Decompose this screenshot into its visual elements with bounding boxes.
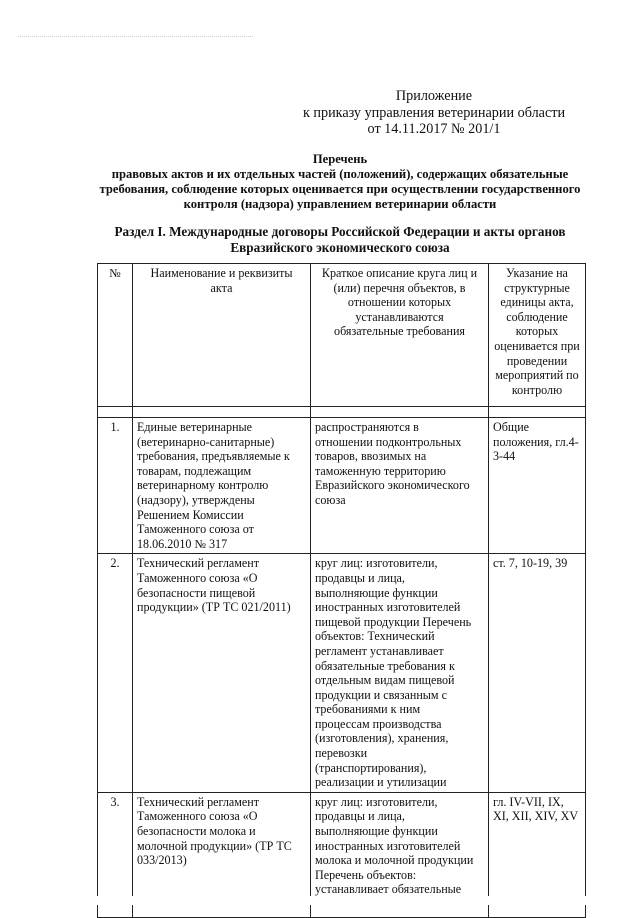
section-title-line-2: Евразийского экономического союза: [230, 239, 450, 255]
header-num: [98, 264, 133, 407]
row-num: 2.: [98, 554, 133, 793]
section-title: [95, 224, 585, 255]
list-title-line-1: Перечень: [312, 152, 368, 166]
header-description-text: Краткое описание круга лиц и (или) перечня объектов, в отношении которых устанавливаются обязательные требования: [321, 266, 478, 339]
list-title-line-2: правовых актов и их отдельных частей (положений), содержащих обязательные: [111, 167, 569, 181]
list-title-line-4: контроля (надзора) управлением ветеринарии области: [183, 197, 497, 211]
header-reference-text: Указание на структурные единицы акта, соблюдение которых оценивается при проведении мероприятий по контролю: [494, 266, 580, 397]
row-act-name: Технический регламент Таможенного союза «О безопасности пищевой продукции» (ТР ТС 021/2011): [133, 554, 311, 793]
row-reference: гл. IV-VII, IX, XI, XII, XIV, XV: [489, 792, 586, 917]
row-reference: Общие положения, гл.4- 3-44: [489, 418, 586, 554]
row-act-name: Единые ветеринарные (ветеринарно-санитарные) требования, предъявляемые к товарам, подлежащим ветеринарному контролю (надзору), утверждены Решением Комиссии Таможенного союза от 18.06.2010 № 317: [133, 418, 311, 554]
list-title: [80, 152, 600, 212]
row-description: круг лиц: изготовители, продавцы и лица, выполняющие функции иностранных изготовителей молока и молочной продукции Перечень объектов: устанавливает обязательные: [311, 792, 489, 917]
row-description: распространяются в отношении подконтрольных товаров, ввозимых на таможенную территорию Евразийского экономического союза: [311, 418, 489, 554]
row-description: круг лиц: изготовители, продавцы и лица, выполняющие функции иностранных изготовителей пищевой продукции Перечень объектов: Технический регламент устанавливает обязательные требования к отдельным видам пищевой продукции и связанным с требованиями к ним процессам производства (изготовления), хранения, перевозки (транспортирования), реализации и утилизации: [311, 554, 489, 793]
table-spacer-row: [98, 407, 586, 418]
row-num: 1.: [98, 418, 133, 554]
table-row: [98, 418, 586, 554]
appendix-line-2: к приказу управления ветеринарии области: [302, 104, 566, 121]
header-num-text: №: [109, 266, 121, 280]
list-title-line-3: требования, соблюдение которых оценивается при осуществлении государственного: [99, 182, 581, 196]
header-name: [133, 264, 311, 407]
table-header-row: [98, 264, 586, 407]
row-act-name: Технический регламент Таможенного союза «О безопасности молока и молочной продукции» (ТР ТС 033/2013): [133, 792, 311, 917]
appendix-line-3: от 14.11.2017 № 201/1: [367, 121, 501, 137]
scan-artifact: [18, 36, 253, 39]
row-num: 3.: [98, 792, 133, 917]
header-reference: [489, 264, 586, 407]
header-description: [311, 264, 489, 407]
row-reference: ст. 7, 10-19, 39: [489, 554, 586, 793]
acts-table: [97, 263, 586, 918]
section-title-line-1: Раздел I. Международные договоры Российской Федерации и акты органов: [114, 224, 566, 239]
appendix-line-1: Приложение: [395, 88, 473, 104]
header-name-text: Наименование и реквизиты акта: [150, 266, 293, 295]
page-bottom-edge: [0, 896, 640, 905]
appendix-header: [284, 88, 584, 138]
table-row: [98, 554, 586, 793]
